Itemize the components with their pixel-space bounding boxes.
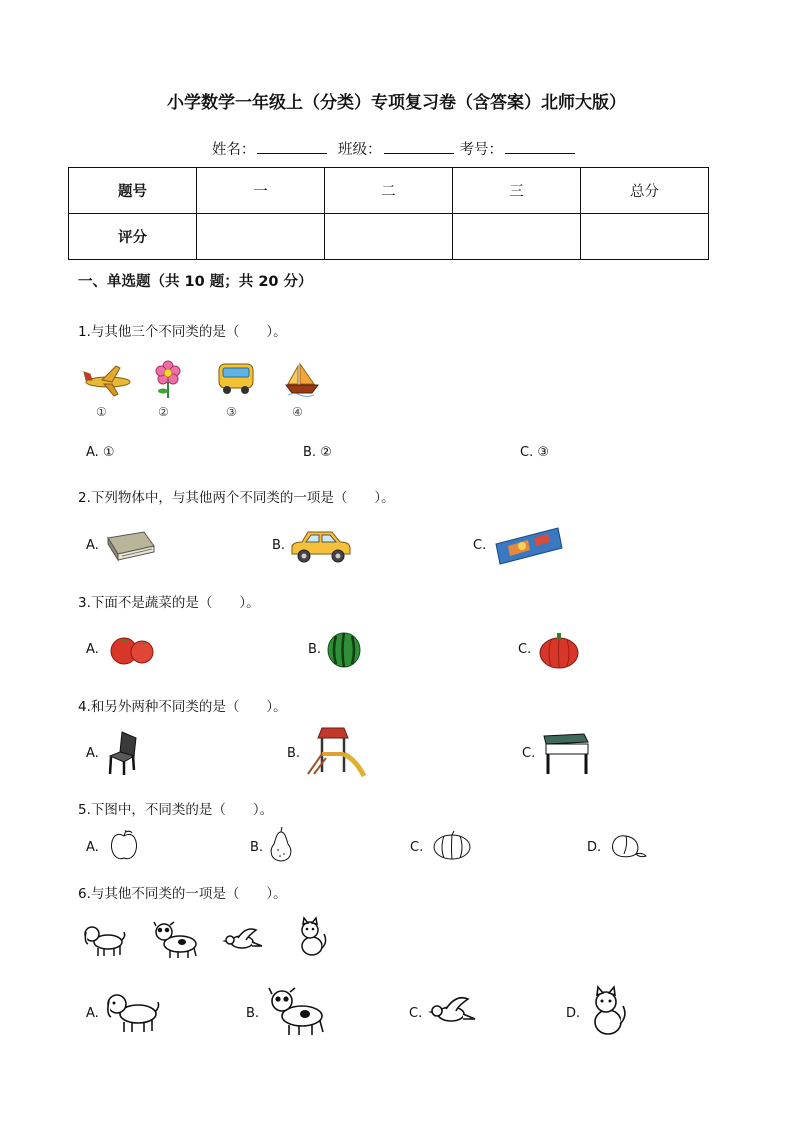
option-b[interactable]: B. <box>246 1006 260 1021</box>
class-blank[interactable] <box>384 139 454 154</box>
flower-icon <box>154 360 182 400</box>
page-title: 小学数学一年级上（分类）专项复习卷（含答案）北师大版） <box>167 93 626 113</box>
image-label: ① <box>96 405 107 419</box>
question-2-text: 2.下列物体中，与其他两个不同类的一项是（ ）。 <box>78 490 395 506</box>
cow-icon <box>264 984 330 1038</box>
number-label: 考号： <box>459 142 504 158</box>
option-c[interactable]: C. ③ <box>520 445 549 460</box>
question-4-text: 4.和另外两种不同类的是（ ）。 <box>78 699 287 715</box>
question-6-text: 6.与其他不同类的一项是（ ）。 <box>78 886 287 902</box>
apple-icon <box>108 828 140 862</box>
name-blank[interactable] <box>257 139 327 154</box>
option-c[interactable]: C. <box>473 538 487 553</box>
score-cell[interactable] <box>453 214 581 260</box>
score-row-label: 评分 <box>69 214 197 260</box>
sailboat-icon <box>284 360 320 398</box>
option-b[interactable]: B. <box>250 840 264 855</box>
score-table-header-row <box>69 168 709 214</box>
section-heading: 一、单选题（共 10 题；共 20 分） <box>78 274 313 290</box>
option-a[interactable]: A. <box>86 840 99 855</box>
score-header-cell: 总分 <box>581 168 709 214</box>
airplane-icon <box>82 362 134 398</box>
option-a[interactable]: A. <box>86 642 99 657</box>
score-cell[interactable] <box>197 214 325 260</box>
option-b[interactable]: B. <box>272 538 286 553</box>
option-c[interactable]: C. <box>409 1006 423 1021</box>
name-label: 姓名： <box>211 142 256 158</box>
image-label: ③ <box>226 405 237 419</box>
desk-icon <box>540 730 590 776</box>
cat-icon <box>294 916 330 958</box>
score-header-cell: 一 <box>197 168 325 214</box>
cow-icon <box>150 918 202 960</box>
option-a[interactable]: A. <box>86 746 99 761</box>
image-label: ② <box>158 405 169 419</box>
car-icon <box>288 528 354 564</box>
pumpkin-outline-icon <box>432 830 472 860</box>
option-b[interactable]: B. ② <box>303 445 332 460</box>
bird-icon <box>428 992 476 1030</box>
pencil-box-icon <box>494 524 564 568</box>
question-1-text: 1.与其他三个不同类的是（ ）。 <box>78 324 287 340</box>
image-label: ④ <box>292 405 303 419</box>
option-c[interactable]: C. <box>522 746 536 761</box>
score-cell[interactable] <box>325 214 453 260</box>
number-blank[interactable] <box>505 139 575 154</box>
option-a[interactable]: A. ① <box>86 445 115 460</box>
book-icon <box>104 528 156 562</box>
bird-icon <box>222 924 264 956</box>
class-label: 班级： <box>338 142 382 158</box>
option-c[interactable]: C. <box>518 642 532 657</box>
score-table <box>68 167 709 260</box>
option-a[interactable]: A. <box>86 1006 99 1021</box>
option-a[interactable]: A. <box>86 538 99 553</box>
student-info <box>0 138 793 159</box>
dog-icon <box>82 922 126 958</box>
tomato-icon <box>104 630 156 666</box>
option-b[interactable]: B. <box>308 642 322 657</box>
option-b[interactable]: B. <box>287 746 301 761</box>
pumpkin-icon <box>538 630 580 670</box>
score-header-cell: 二 <box>325 168 453 214</box>
score-header-cell: 题号 <box>69 168 197 214</box>
pear-icon <box>266 826 296 864</box>
score-cell[interactable] <box>581 214 709 260</box>
option-d[interactable]: D. <box>566 1006 581 1021</box>
question-5-text: 5.下图中，不同类的是（ ）。 <box>78 802 274 818</box>
chair-icon <box>104 730 140 776</box>
slide-icon <box>304 726 366 778</box>
score-header-cell: 三 <box>453 168 581 214</box>
score-table-score-row <box>69 214 709 260</box>
cat-icon <box>586 984 632 1038</box>
bus-icon <box>216 360 256 396</box>
question-3-text: 3.下面不是蔬菜的是（ ）。 <box>78 595 260 611</box>
peach-icon <box>608 830 648 860</box>
watermelon-icon <box>326 630 362 668</box>
option-c[interactable]: C. <box>410 840 424 855</box>
option-d[interactable]: D. <box>587 840 602 855</box>
dog-icon <box>104 990 160 1034</box>
